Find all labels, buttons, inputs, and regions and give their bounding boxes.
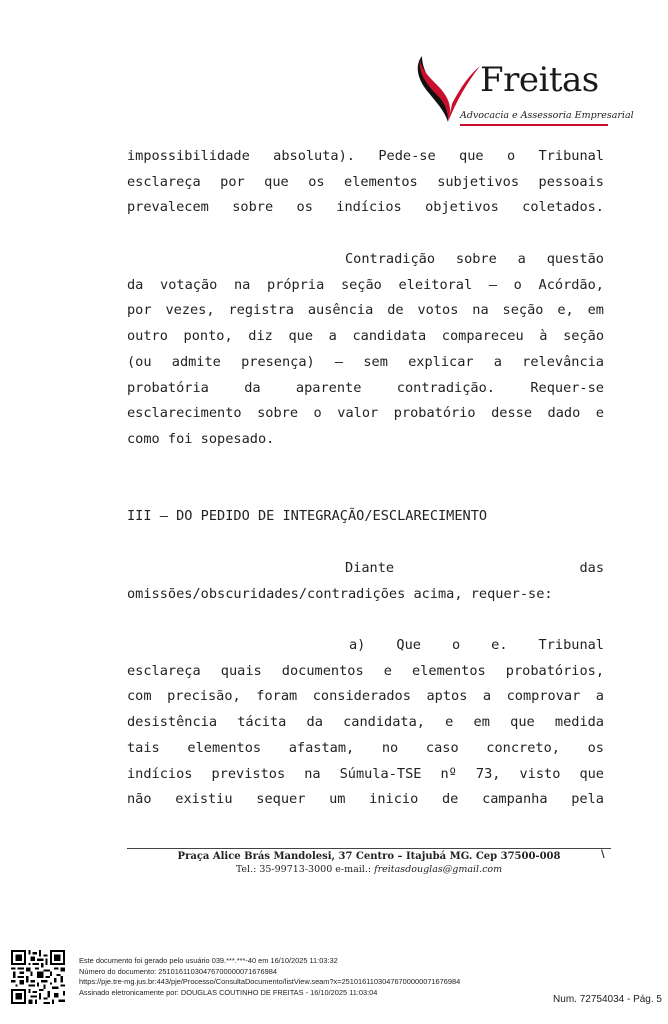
text-line: esclarecimento sobre o valor probatório desse dado e (127, 405, 604, 422)
footer-phone: Tel.: 35-99713-3000 e-mail.: (235, 864, 372, 875)
section-heading: III — DO PEDIDO DE INTEGRAÇÃO/ESCLARECIMENTO (127, 508, 488, 524)
paragraph-diante (127, 556, 604, 607)
text-line: esclareça por que os elementos subjetivos pessoais (127, 173, 604, 190)
text-line: tais elementos afastam, no caso concreto, os (127, 739, 604, 756)
text-line: (ou admite presença) — sem explicar a relevância (127, 353, 604, 370)
text-line: outro ponto, diz que a candidata compareceu à seção (127, 328, 604, 345)
text-line: não existiu sequer um inicio de campanha pela (127, 791, 604, 808)
footer-divider (127, 848, 611, 849)
text-line: Contradição sobre a questão (345, 251, 604, 267)
text-line: a) Que o e. Tribunal (349, 637, 604, 653)
stamp-url-link[interactable]: https://pje.tre-mg.jus.br:443/pje/Processo/ConsultaDocumento/listView.seam?x=25101611030476700000071676984 (79, 977, 461, 987)
footer-contact (127, 863, 611, 876)
text-line: prevalecem sobre os indícios objetivos coletados. (127, 199, 604, 216)
text-line: desistência tácita da candidata, e em que medida (127, 714, 604, 731)
text-line: indícios previstos na Súmula-TSE nº 73, visto que (127, 765, 604, 782)
logo-underline (460, 124, 608, 126)
footer-mark: \ (601, 849, 605, 860)
text-line: esclareça quais documentos e elementos probatórios, (127, 662, 604, 679)
text-line: Diante das (345, 560, 604, 576)
document-stamp (79, 956, 460, 998)
footer-email[interactable]: freitasdouglas@gmail.com (374, 864, 503, 875)
page-number: Num. 72754034 - Pág. 5 (553, 994, 662, 1005)
paragraph-impossibilidade (127, 144, 604, 221)
firm-logo (414, 52, 634, 132)
qr-code-icon (11, 950, 65, 1004)
paragraph-item-a (127, 633, 604, 813)
text-line: como foi sopesado. (127, 430, 275, 447)
footer-address: Praça Alice Brás Mandolesi, 37 Centro – Itajubá MG. Cep 37500-008 (177, 851, 561, 862)
logo-tagline: Advocacia e Assessoria Empresarial (460, 110, 634, 121)
stamp-generated-by: Este documento foi gerado pelo usuário 039.***.***-40 em 16/10/2025 11:03:32 (79, 956, 338, 965)
text-line: por vezes, registra ausência de votos na seção e, em (127, 302, 604, 319)
stamp-signed-by: Assinado eletronicamente por: DOUGLAS COUTINHO DE FREITAS - 16/10/2025 11:03:04 (79, 987, 378, 997)
logo-name: Freitas (480, 60, 599, 100)
text-line: probatória da aparente contradição. Requer-se (127, 379, 604, 396)
paragraph-contradicao (127, 247, 604, 453)
stamp-document-number: Número do documento: 25101611030476700000071676984 (79, 966, 277, 976)
text-line: impossibilidade absoluta). Pede-se que o Tribunal (127, 148, 604, 164)
text-line: da votação na própria seção eleitoral — o Acórdão, (127, 276, 604, 293)
text-line: omissões/obscuridades/contradições acima, requer-se: (127, 585, 553, 602)
text-line: com precisão, foram considerados aptos a comprovar a (127, 688, 604, 705)
